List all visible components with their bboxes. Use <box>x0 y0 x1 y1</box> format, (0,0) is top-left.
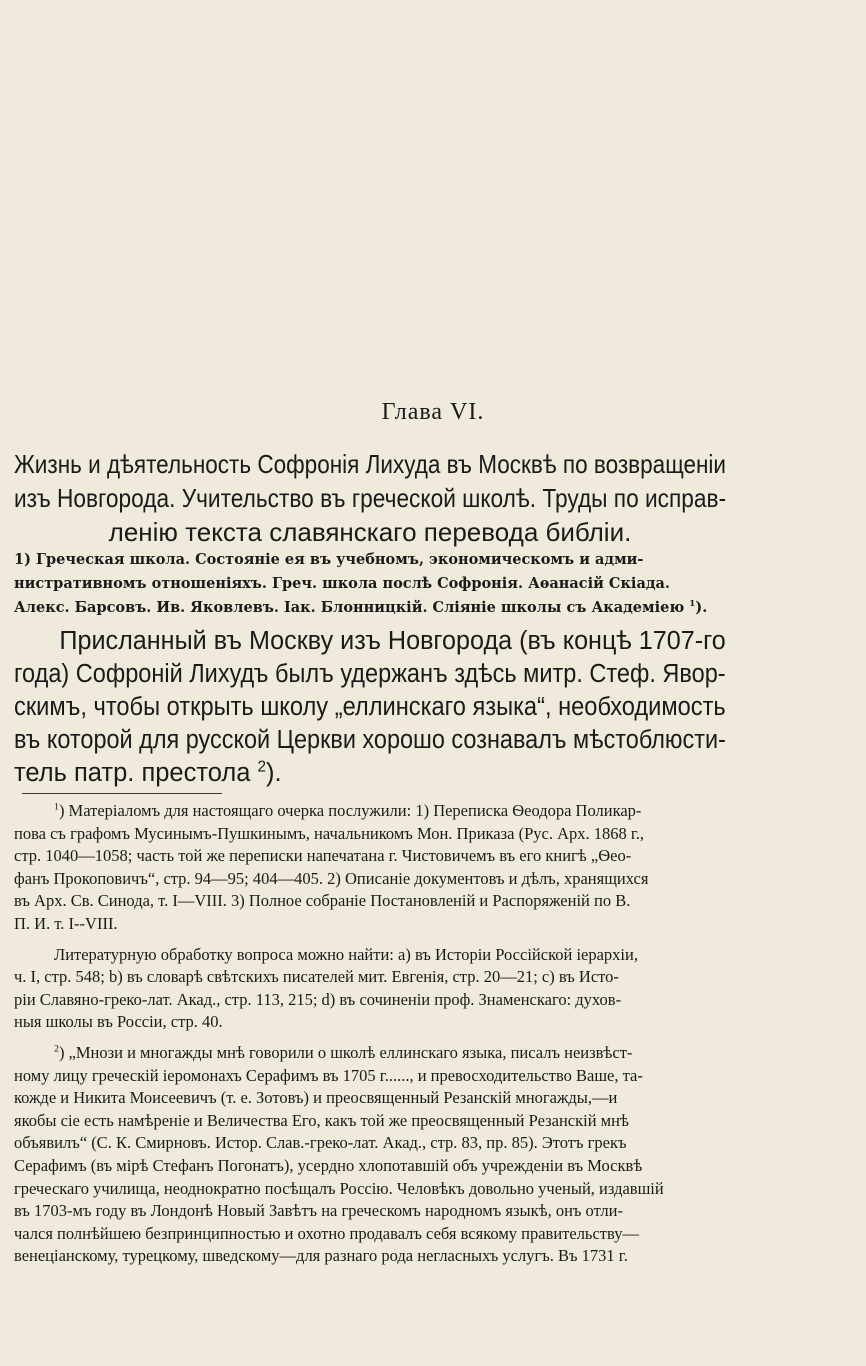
main-line: скимъ, чтобы открыть школу „еллинскаго языка“, необходимость <box>14 693 726 721</box>
footnote-line: чался полнѣйшею безпринципностью и охотно продавалъ себя всякому правительству— <box>14 1223 639 1243</box>
subtitle-line: ленію текста славянскаго перевода библіи. <box>108 517 632 547</box>
footnote-line: въ 1703-мъ году въ Лондонѣ Новый Завѣтъ на греческомъ народномъ языкѣ, онъ отли- <box>14 1201 623 1221</box>
footnote-line: объявилъ“ (С. К. Смирновъ. Истор. Слав.-греко-лат. Акад., стр. 83, пр. 85). Этотъ грекъ <box>14 1133 627 1153</box>
footnote-line: кожде и Никита Моисеевичъ (т. е. Зотовъ) и преосвященный Резанскій многажды,—и <box>14 1088 618 1108</box>
footnote-ref: 2 <box>257 758 267 776</box>
main-line: тель патр. престола $^2$). <box>14 758 282 787</box>
summary-line: 1) Греческая школа. Состояніе ея въ учебномъ, экономическомъ и адми- <box>14 551 644 568</box>
subtitle-line: Жизнь и дѣятельность Софронія Лихуда въ Москвѣ по возвращеніи <box>14 449 727 479</box>
subtitle-line: изъ Новгорода. Учительство въ греческой школѣ. Труды по исправ- <box>14 483 727 513</box>
chapter-subtitle <box>14 447 726 549</box>
chapter-summary <box>14 548 726 620</box>
footnote-ref: 1 <box>689 599 696 610</box>
footnote-line: П. И. т. I--VIII. <box>14 913 118 933</box>
main-line: Присланный въ Москву изъ Новгорода (въ концѣ 1707-го <box>59 627 726 655</box>
footnote-line: $^2$) „Мнози и многажды мнѣ говорили о школѣ еллинскаго языка, писалъ неизвѣст- <box>54 1042 633 1062</box>
footnote-mark: 1 <box>54 801 59 813</box>
footnote-line: греческаго училища, неоднократно посѣщалъ Россію. Человѣкъ довольно ученый, издавшій <box>14 1178 664 1198</box>
main-line: года) Софроній Лихудъ былъ удержанъ здѣсь митр. Стеф. Явор- <box>14 660 726 688</box>
footnote-line: пова съ графомъ Мусинымъ-Пушкинымъ, начальникомъ Мон. Приказа (Рус. Арх. 1868 г., <box>14 823 645 843</box>
footnote-line: ріи Славяно-греко-лат. Акад., стр. 113, 215; d) въ сочиненіи проф. Знаменскаго: духов- <box>14 989 622 1009</box>
footnote-line: якобы сіе есть намѣреніе и Величества Его, какъ той же преосвященный Резанскій мнѣ <box>14 1110 629 1130</box>
footnote-line: фанъ Прокоповичъ“, стр. 94—95; 404—405. 2) Описаніе документовъ и дѣлъ, хранящихся <box>14 868 649 888</box>
footnote-mark: 2 <box>54 1043 59 1055</box>
summary-line: Алекс. Барсовъ. Ив. Яковлевъ. Іак. Блонницкій. Сліяніе школы съ Академіею $^1$). <box>14 599 708 616</box>
footnote-divider <box>22 793 222 794</box>
main-line: въ которой для русской Церкви хорошо сознавалъ мѣстоблюсти- <box>14 726 726 754</box>
footnote-line: стр. 1040—1058; часть той же переписки напечатана г. Чистовичемъ въ его книгѣ „Ѳео- <box>14 846 632 866</box>
summary-line: нистративномъ отношеніяхъ. Греч. школа послѣ Софронія. Аѳанасій Скіада. <box>14 575 670 592</box>
chapter-title: Глава VI. <box>381 399 485 425</box>
footnote-line: $^1$) Матеріаломъ для настоящаго очерка послужили: 1) Переписка Ѳеодора Поликар- <box>54 801 642 820</box>
footnote-line: Серафимъ (въ мірѣ Стефанъ Погонатъ), усердно хлопотавшій объ учрежденіи въ Москвѣ <box>14 1155 643 1175</box>
footnote-line: ному лицу греческій іеромонахъ Серафимъ въ 1705 г......, и превосходительство Ваше, та- <box>14 1065 643 1085</box>
footnote-line: венеціанскому, турецкому, шведскому—для разнаго рода негласныхъ услугъ. Въ 1731 г. <box>14 1246 628 1266</box>
footnote-line: Литературную обработку вопроса можно найти: a) въ Исторіи Россійской іерархіи, <box>54 944 638 964</box>
main-paragraph <box>14 625 726 790</box>
footnote-line: ныя школы въ Россіи, стр. 40. <box>14 1012 223 1032</box>
footnote-line: ч. I, стр. 548; b) въ словарѣ свѣтскихъ писателей мит. Евгенія, стр. 20—21; c) въ Исто- <box>14 967 619 987</box>
footnotes <box>14 800 726 1268</box>
footnote-line: въ Арх. Св. Синода, т. I—VIII. 3) Полное собраніе Постановленій и Распоряженій по В. <box>14 891 631 911</box>
